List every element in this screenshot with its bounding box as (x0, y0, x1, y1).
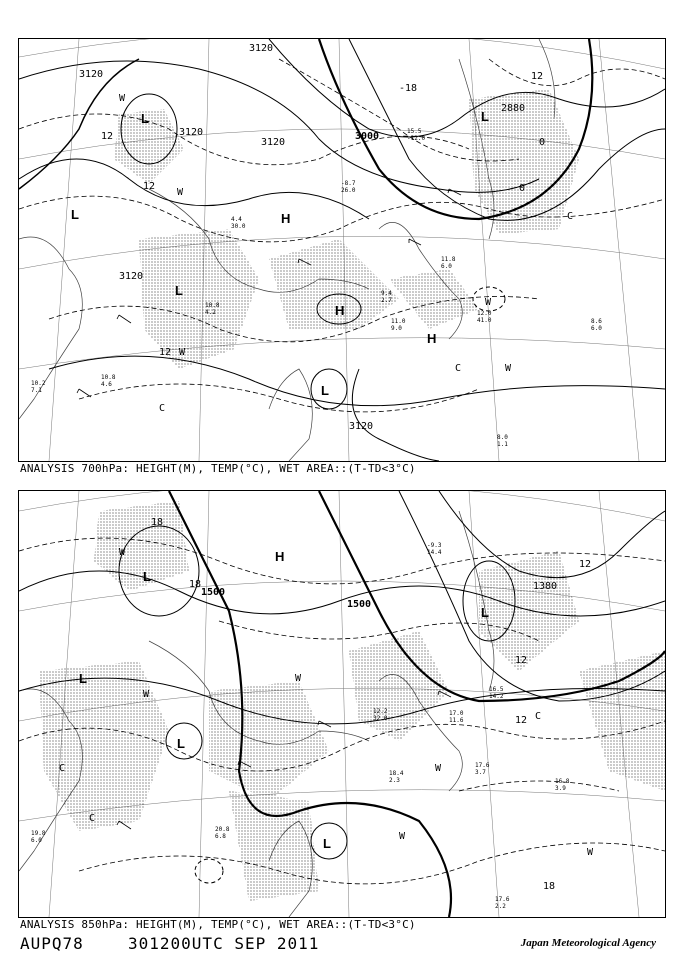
high-center: H (427, 331, 437, 346)
obs-upper: 17.0 (449, 710, 464, 717)
temp-label: 0 (539, 137, 546, 148)
temp-label: 12 (101, 131, 114, 142)
temp-label: -18 (399, 83, 418, 94)
weather-chart-700hpa (19, 39, 665, 461)
closed-contours (119, 526, 515, 883)
temp-label: 18 (151, 517, 164, 528)
temp-label: 12 (515, 655, 528, 666)
high-center: H (275, 549, 285, 564)
obs-lower: 2.3 (389, 777, 400, 784)
chart-code: AUPQ78 (20, 934, 84, 953)
obs-upper: -9.3 (427, 542, 442, 549)
obs-upper: 10.8 (205, 302, 220, 309)
obs-upper: 8.0 (497, 434, 508, 441)
obs-lower: 30.0 (231, 223, 246, 230)
warm-center: W (179, 347, 186, 358)
cold-center: C (159, 403, 166, 414)
obs-lower: 2.7 (381, 297, 392, 304)
temp-label: 18 (543, 881, 556, 892)
obs-lower: 9.0 (391, 325, 402, 332)
obs-upper: 16.8 (555, 778, 570, 785)
low-center: L (141, 111, 149, 126)
map-panel-850hpa (18, 490, 666, 918)
panel-caption-700hpa: ANALYSIS 700hPa: HEIGHT(M), TEMP(°C), WET AREA::(T-TD<3°C) (20, 462, 416, 475)
obs-lower: 6.0 (441, 263, 452, 270)
obs-lower: 6.0 (591, 325, 602, 332)
height-label: 3120 (79, 69, 104, 80)
temp-label: 12 (515, 715, 528, 726)
low-center: L (323, 836, 331, 851)
warm-center: W (143, 689, 150, 700)
low-center: L (143, 569, 151, 584)
temp-label: 12 (159, 347, 172, 358)
obs-lower: 7.1 (31, 387, 42, 394)
obs-upper: 11.8 (441, 256, 456, 263)
obs-lower: 2.2 (495, 903, 506, 910)
obs-lower: 3.9 (555, 785, 566, 792)
low-center: L (79, 671, 87, 686)
obs-upper: 10.8 (101, 374, 116, 381)
cold-center: C (455, 363, 462, 374)
low-center: L (481, 605, 489, 620)
obs-upper: 11.0 (391, 318, 406, 325)
temp-label: 18 (189, 579, 202, 590)
warm-center: W (485, 297, 492, 308)
warm-center: W (177, 187, 184, 198)
temp-label: 12 (579, 559, 592, 570)
height-label: 3000 (355, 131, 380, 142)
obs-lower: 3.7 (475, 769, 486, 776)
obs-lower: 14.4 (427, 549, 442, 556)
low-center: L (71, 207, 79, 222)
height-label: 3120 (349, 421, 374, 432)
obs-lower: 1.1 (497, 441, 508, 448)
obs-lower: 4.6 (101, 381, 112, 388)
obs-lower: 11.6 (449, 717, 464, 724)
obs-lower: 32.0 (373, 715, 388, 722)
valid-time: 301200UTC SEP 2011 (128, 934, 320, 953)
panel-caption-850hpa: ANALYSIS 850hPa: HEIGHT(M), TEMP(°C), WET AREA::(T-TD<3°C) (20, 918, 416, 931)
high-center: H (281, 211, 291, 226)
cold-center: C (59, 763, 66, 774)
obs-upper: 17.6 (495, 896, 510, 903)
obs-upper: 12.2 (373, 708, 388, 715)
low-center: L (321, 383, 329, 398)
obs-lower: 41.0 (477, 317, 492, 324)
obs-upper: 15.5 (407, 128, 422, 135)
obs-lower: 6.0 (31, 837, 42, 844)
height-label: 3120 (119, 271, 144, 282)
low-center: L (481, 109, 489, 124)
obs-upper: 4.4 (231, 216, 242, 223)
obs-upper: 16.5 (489, 686, 504, 693)
cold-center: C (567, 211, 574, 222)
obs-upper: 17.6 (475, 762, 490, 769)
map-panel-700hpa (18, 38, 666, 462)
high-center: H (335, 303, 345, 318)
temp-label: 12 (531, 71, 544, 82)
warm-center: W (295, 673, 302, 684)
agency-name: Japan Meteorological Agency (520, 937, 656, 949)
temp-label: 0 (519, 183, 526, 194)
height-label: 3120 (179, 127, 204, 138)
cold-center: C (89, 813, 96, 824)
warm-center: W (119, 547, 126, 558)
obs-upper: 19.8 (31, 830, 46, 837)
low-center: L (175, 283, 183, 298)
cold-center: C (535, 711, 542, 722)
obs-lower: 26.0 (341, 187, 356, 194)
obs-upper: 18.4 (389, 770, 404, 777)
obs-upper: 10.2 (31, 380, 46, 387)
obs-lower: 4.2 (205, 309, 216, 316)
height-label: 1500 (201, 587, 226, 598)
warm-center: W (505, 363, 512, 374)
low-center: L (177, 736, 185, 751)
obs-lower: -12.0 (407, 135, 426, 142)
isotherms (19, 59, 665, 412)
obs-upper: -8.7 (341, 180, 356, 187)
obs-lower: 14.2 (489, 693, 504, 700)
obs-lower: 6.8 (215, 833, 226, 840)
height-label: 2880 (501, 103, 526, 114)
temp-label: 12 (143, 181, 156, 192)
warm-center: W (587, 847, 594, 858)
warm-center: W (399, 831, 406, 842)
obs-upper: 9.4 (381, 290, 392, 297)
weather-chart-850hpa (19, 491, 665, 917)
obs-upper: 12.0 (477, 310, 492, 317)
warm-center: W (119, 93, 126, 104)
obs-upper: 8.6 (591, 318, 602, 325)
height-label: 1380 (533, 581, 558, 592)
warm-center: W (435, 763, 442, 774)
obs-upper: 20.8 (215, 826, 230, 833)
height-label: 1500 (347, 599, 372, 610)
height-label: 3120 (249, 43, 274, 54)
height-label: 3120 (261, 137, 286, 148)
